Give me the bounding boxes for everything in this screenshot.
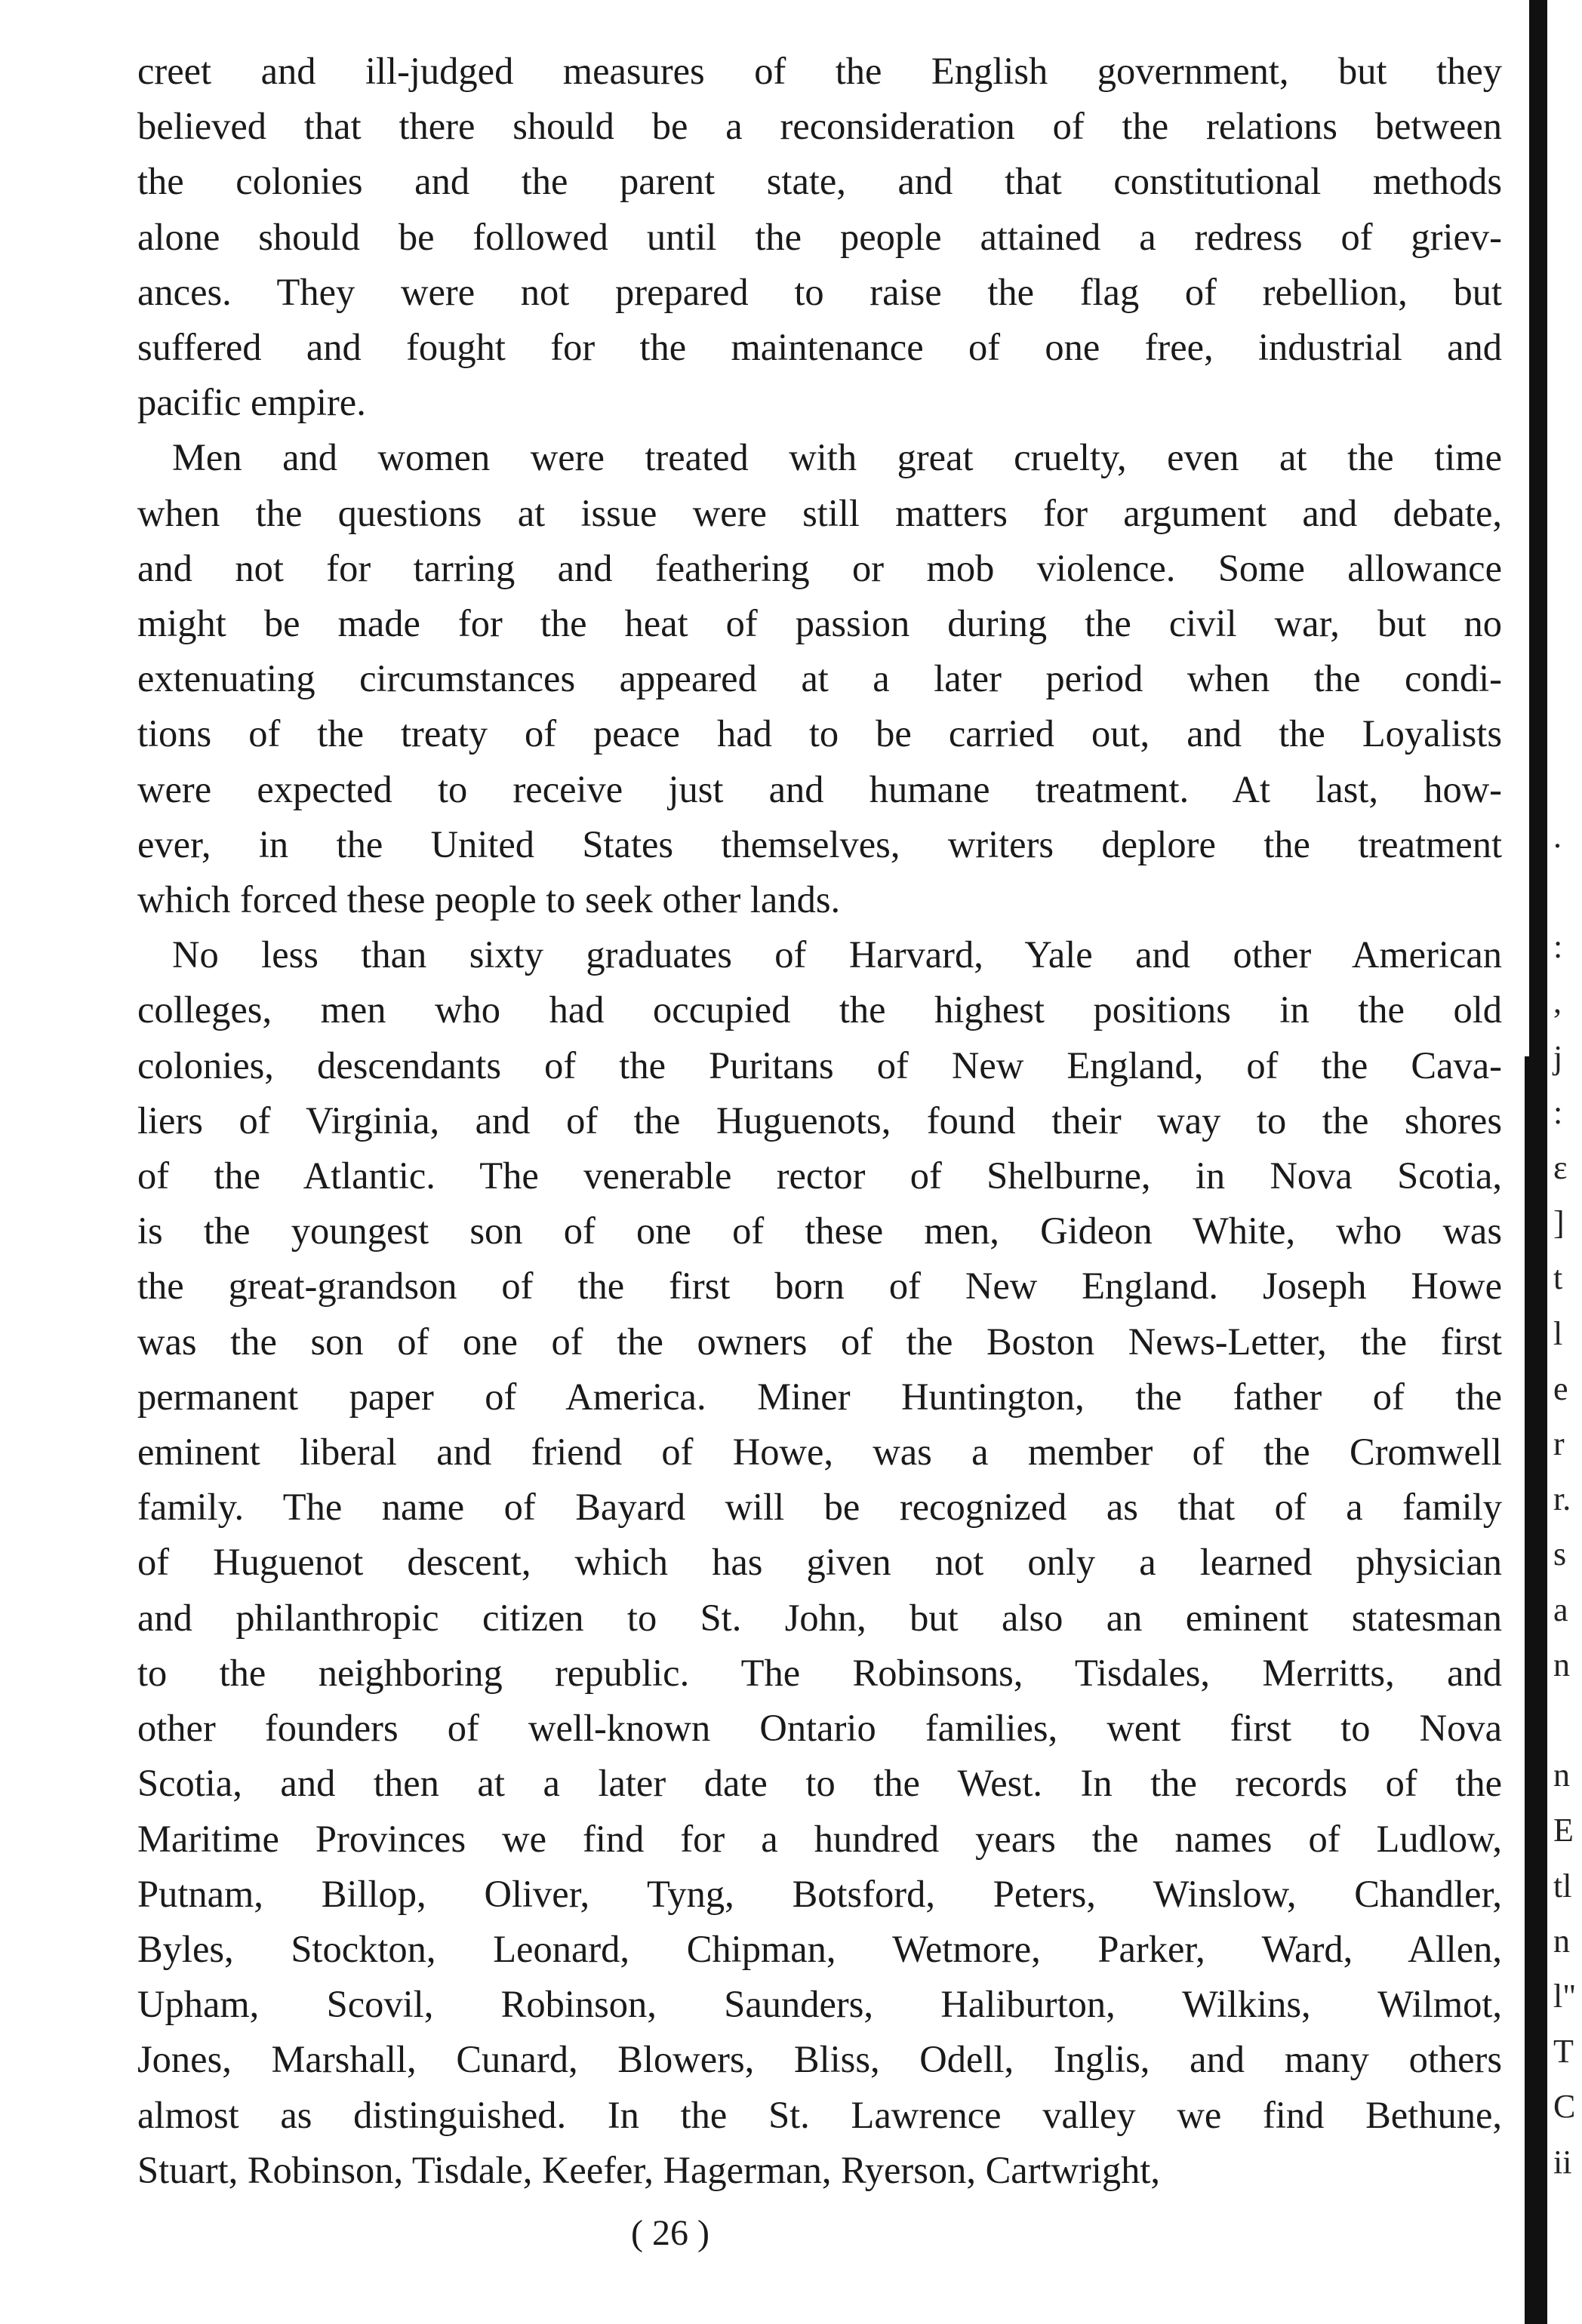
text-line: eminent liberal and friend of Howe, was a member of the Cromwell [137, 1431, 1502, 1474]
text-line: the colonies and the parent state, and that constitutional methods [137, 160, 1502, 203]
text-line: Maritime Provinces we find for a hundred years the names of Ludlow, [137, 1817, 1502, 1860]
text-line: other founders of well-known Ontario families, went first to Nova [137, 1707, 1502, 1750]
margin-fragment: l [1553, 1314, 1563, 1352]
text-line: and philanthropic citizen to St. John, but also an eminent statesman [137, 1596, 1502, 1639]
text-line: Putnam, Billop, Oliver, Tyng, Botsford, Peters, Winslow, Chandler, [137, 1872, 1502, 1915]
margin-fragment: ] [1553, 1204, 1565, 1242]
margin-fragment: . [1553, 817, 1562, 855]
margin-fragment: n [1553, 1646, 1570, 1683]
text-line: and not for tarring and feathering or mob violence. Some allowance [137, 546, 1502, 589]
text-line: Byles, Stockton, Leonard, Chipman, Wetmore, Parker, Ward, Allen, [137, 1927, 1502, 1970]
text-line: Jones, Marshall, Cunard, Blowers, Bliss, Odell, Inglis, and many others [137, 2038, 1502, 2081]
text-line: the great-grandson of the first born of New England. Joseph Howe [137, 1265, 1502, 1308]
margin-fragment: j [1553, 1038, 1563, 1076]
text-line: Stuart, Robinson, Tisdale, Keefer, Hagerman, Ryerson, Cartwright, [137, 2148, 1161, 2191]
margin-fragment: a [1553, 1591, 1568, 1628]
margin-fragment: r [1553, 1425, 1565, 1462]
margin-fragment: , [1553, 983, 1562, 1021]
margin-fragment: : [1553, 928, 1563, 966]
margin-fragment: n [1553, 1922, 1570, 1960]
text-line: believed that there should be a reconsideration of the relations between [137, 105, 1502, 148]
margin-fragment: t [1553, 1259, 1563, 1297]
text-line: were expected to receive just and humane treatment. At last, how- [137, 767, 1502, 810]
facing-page-fragments [1553, 0, 1582, 2324]
text-line: liers of Virginia, and of the Huguenots, found their way to the shores [137, 1099, 1502, 1142]
margin-fragment: E [1553, 1812, 1574, 1849]
text-line: when the questions at issue were still matters for argument and debate, [137, 491, 1502, 534]
margin-fragment: ɛ [1553, 1149, 1568, 1186]
page-number: ( 26 ) [631, 2213, 709, 2253]
margin-fragment: ii [1553, 2143, 1572, 2181]
text-line: might be made for the heat of passion during the civil war, but no [137, 602, 1502, 645]
paragraph [137, 430, 1502, 927]
margin-fragment: s [1553, 1536, 1567, 1573]
paragraph [137, 927, 1502, 2198]
margin-fragment: r. [1553, 1480, 1571, 1518]
paragraph [137, 44, 1502, 430]
text-line: Scotia, and then at a later date to the West. In the records of the [137, 1762, 1502, 1805]
text-line: suffered and fought for the maintenance of one free, industrial and [137, 326, 1502, 369]
binding-gutter-shadow-lower [1525, 1056, 1547, 2324]
text-line: colleges, men who had occupied the highest positions in the old [137, 988, 1502, 1031]
text-line: tions of the treaty of peace had to be carried out, and the Loyalists [137, 712, 1502, 755]
text-line: creet and ill-judged measures of the English government, but they [137, 50, 1502, 92]
text-line: alone should be followed until the people attained a redress of griev- [137, 215, 1502, 258]
text-line: family. The name of Bayard will be recognized as that of a family [137, 1486, 1502, 1529]
body-text [137, 44, 1502, 2198]
text-line: colonies, descendants of the Puritans of New England, of the Cava- [137, 1044, 1502, 1087]
text-line: was the son of one of the owners of the Boston News-Letter, the first [137, 1320, 1502, 1363]
text-line: to the neighboring republic. The Robinsons, Tisdales, Merritts, and [137, 1651, 1502, 1694]
text-line: ances. They were not prepared to raise the flag of rebellion, but [137, 270, 1502, 313]
text-line: is the youngest son of one of these men, Gideon White, who was [137, 1210, 1502, 1253]
text-line: of Huguenot descent, which has given not only a learned physician [137, 1541, 1502, 1584]
margin-fragment: T [1553, 2033, 1574, 2070]
text-line: pacific empire. [137, 381, 366, 424]
text-line: extenuating circumstances appeared at a later period when the condi- [137, 657, 1502, 700]
margin-fragment: e [1553, 1370, 1568, 1407]
text-line: Men and women were treated with great cruelty, even at the time [172, 436, 1502, 479]
margin-fragment: tl [1553, 1867, 1572, 1904]
margin-fragment: l" [1553, 1978, 1577, 2015]
text-line: No less than sixty graduates of Harvard, Yale and other American [172, 933, 1502, 976]
text-line: Upham, Scovil, Robinson, Saunders, Haliburton, Wilkins, Wilmot, [137, 1983, 1502, 2026]
text-line: almost as distinguished. In the St. Lawrence valley we find Bethune, [137, 2093, 1502, 2136]
text-line: which forced these people to seek other lands. [137, 878, 841, 921]
text-line: permanent paper of America. Miner Huntington, the father of the [137, 1375, 1502, 1418]
text-line: of the Atlantic. The venerable rector of Shelburne, in Nova Scotia, [137, 1154, 1502, 1197]
margin-fragment: C [1553, 2088, 1576, 2126]
margin-fragment: : [1553, 1093, 1563, 1131]
margin-fragment: n [1553, 1757, 1570, 1794]
text-line: ever, in the United States themselves, writers deplore the treatment [137, 822, 1502, 865]
